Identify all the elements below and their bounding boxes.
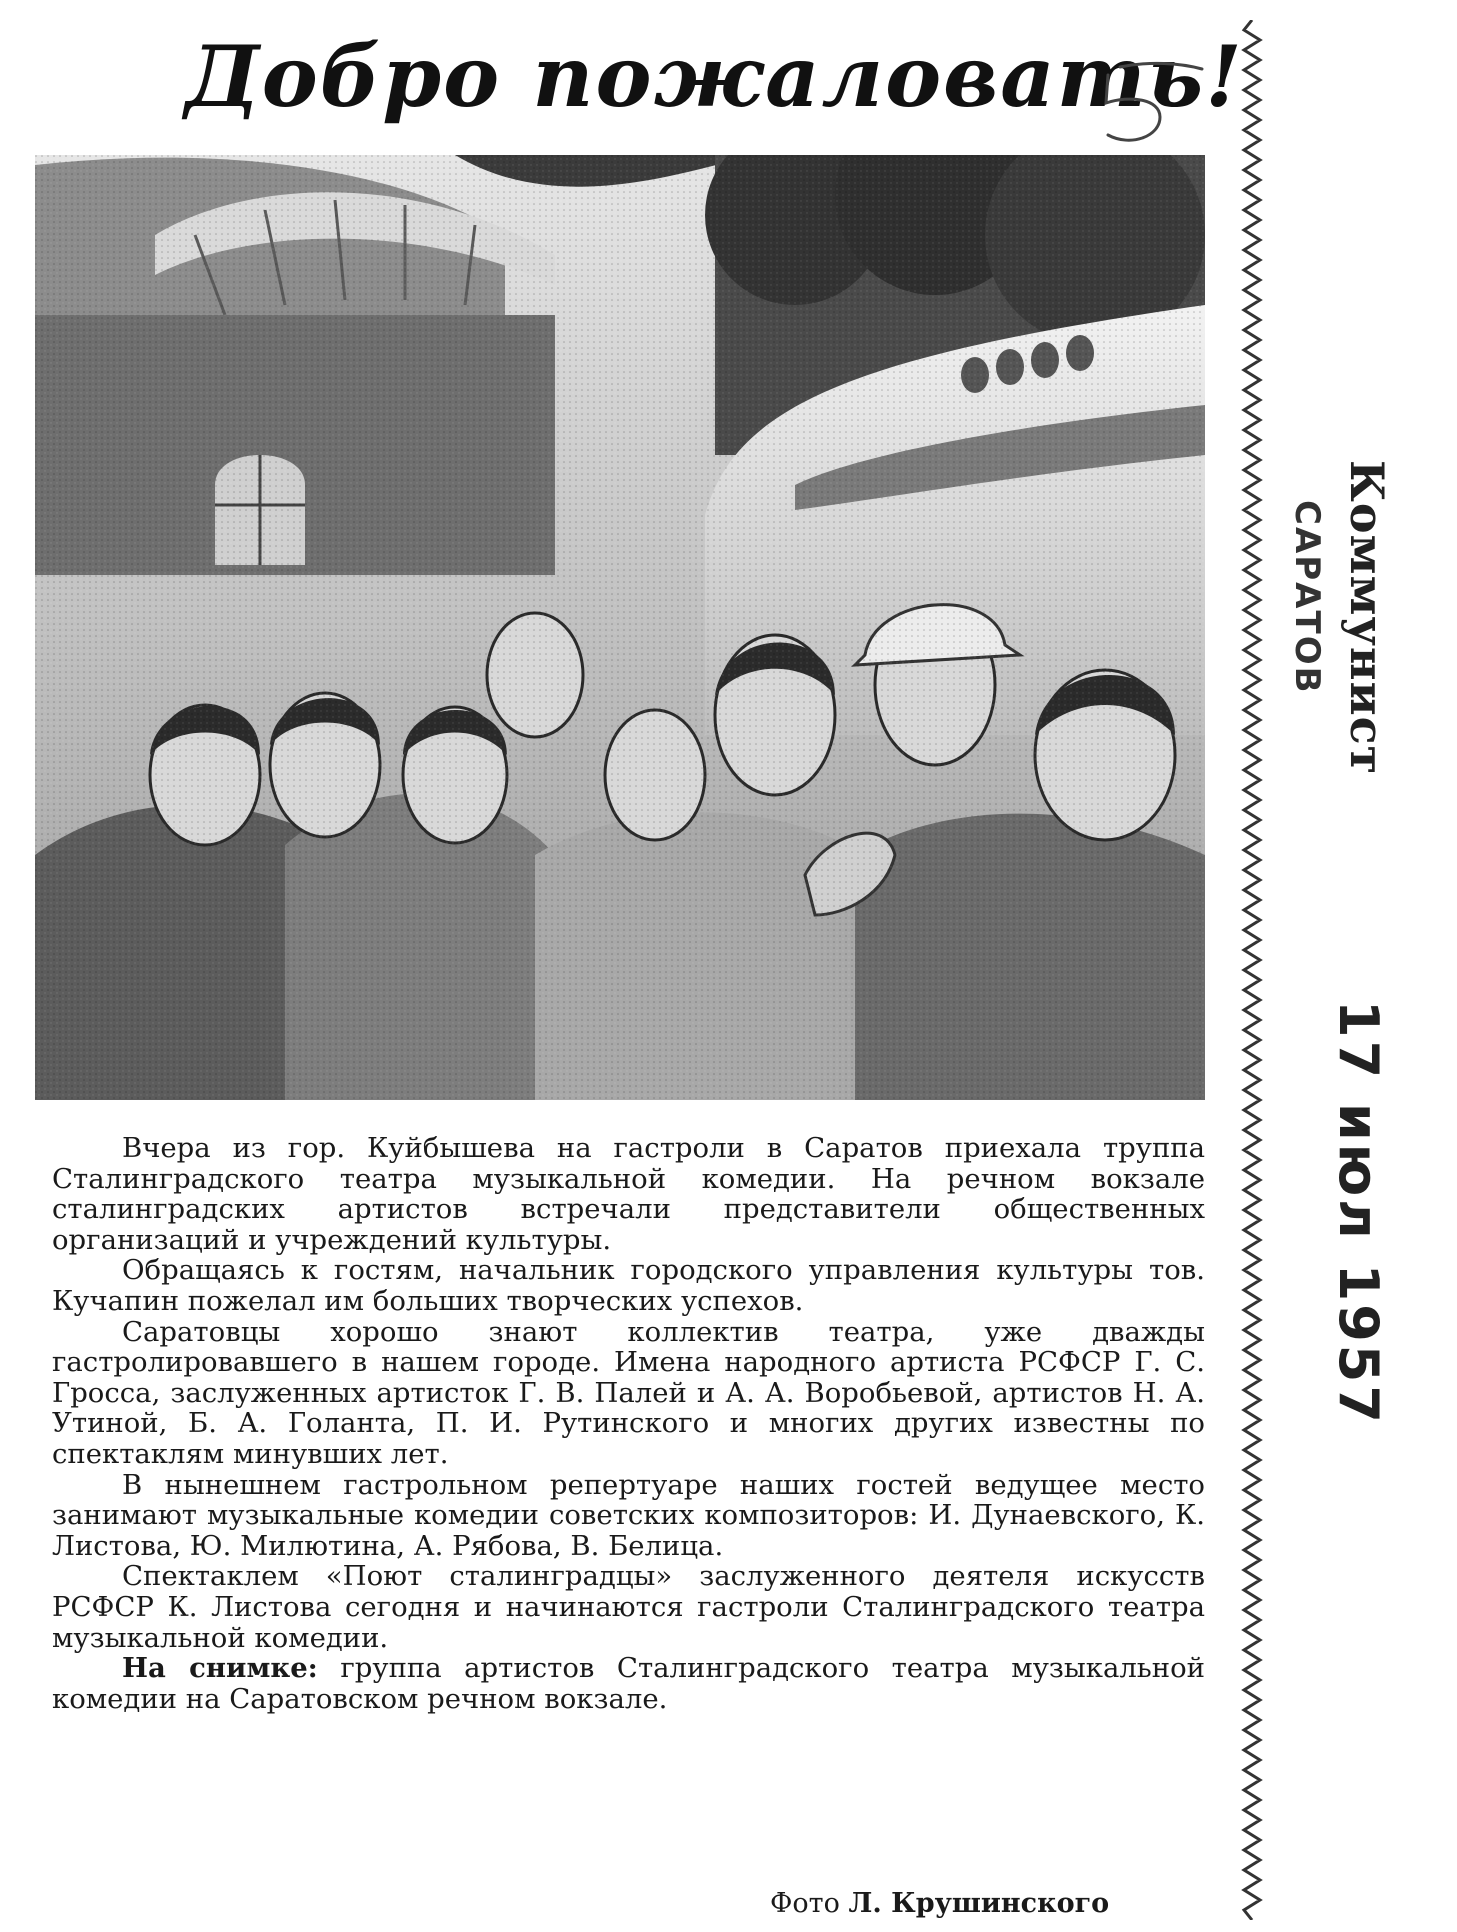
caption-lead: На снимке: [122, 1652, 318, 1685]
photo-caption [52, 1653, 1205, 1714]
photo-artists-icon [35, 155, 1205, 1100]
city-name: САРАТОВ [1287, 500, 1327, 695]
article-paragraph: Саратовцы хорошо знают коллектив театра, уже дважды гастролировавшего в нашем городе. Имена народного артиста РСФСР Г. С. Гросса, заслуженных артисток Г. В. Палей и А. А. Воробьевой, артистов Н. А. Утиной, Б. А. Голанта, П. И. Рутинского и многих других известны по спектаклям минувших лет. [52, 1315, 1205, 1470]
article-paragraph: Спектаклем «Поют сталинградцы» заслуженного деятеля искусств РСФСР К. Листова сегодня и начинаются гастроли Сталинградского театра музыкальной комедии. [52, 1560, 1205, 1654]
credit-prefix: Фото [770, 1888, 849, 1919]
stamp-date: 17 июл 1957 [1327, 1000, 1390, 1426]
headline: Добро пожаловать! [185, 27, 1244, 126]
photo-credit [770, 1888, 1109, 1919]
article-body [52, 1133, 1205, 1714]
newspaper-stamp [1340, 460, 1400, 860]
news-photo [35, 155, 1205, 1100]
clipping-edge-divider [1240, 20, 1264, 1920]
article-paragraph: Вчера из гор. Куйбышева на гастроли в Саратов приехала труппа Сталинградского театра музыкальной комедии. На речном вокзале сталинградских артистов встречали представители общественных организаций и учреждений культуры. [52, 1132, 1205, 1256]
article-paragraph: В нынешнем гастрольном репертуаре наших гостей ведущее место занимают музыкальные комедии советских композиторов: И. Дунаевского, К. Листова, Ю. Милютина, А. Рябова, В. Белица. [52, 1468, 1205, 1562]
article-paragraph: Обращаясь к гостям, начальник городского управления культуры тов. Кучапин пожелал им больших творческих успехов. [52, 1254, 1205, 1317]
handwritten-mark [1090, 55, 1210, 155]
caption-text: группа артистов Сталинградского театра музыкальной комедии на Саратовском речном вокзале. [52, 1652, 1205, 1715]
newspaper-name: Коммунист [1340, 460, 1394, 776]
credit-author: Л. Крушинского [848, 1888, 1110, 1919]
